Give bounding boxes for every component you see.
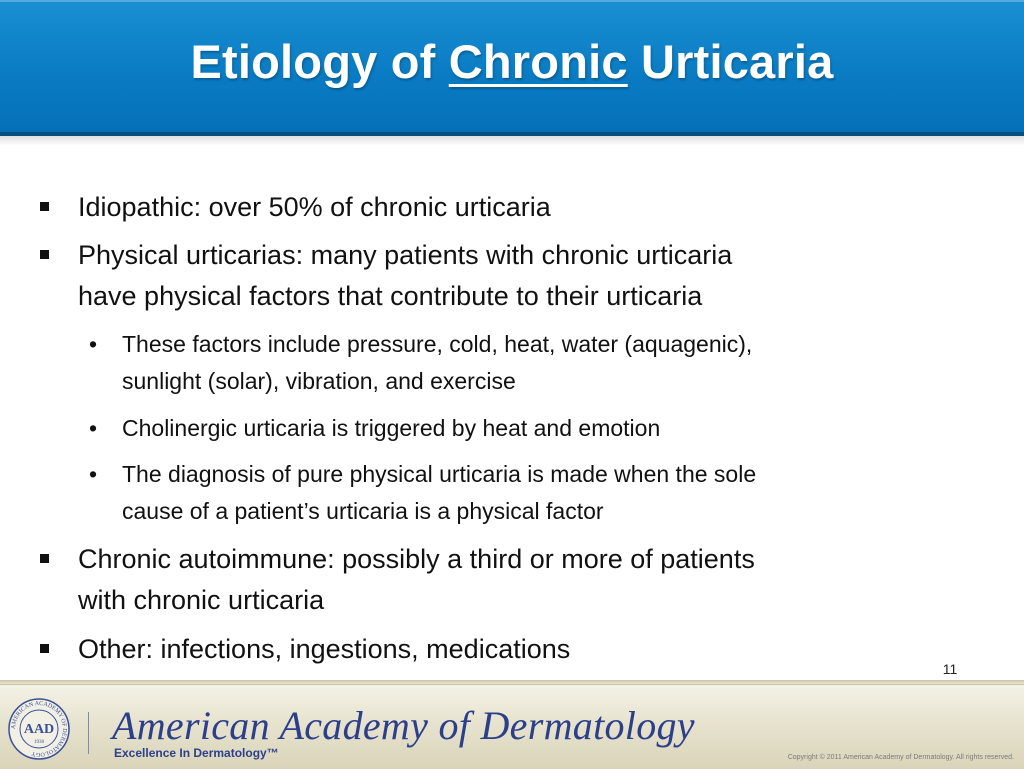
dot-bullet-icon: • [89,331,98,357]
seal-ring-text: AMERICAN ACADEMY OF DERMATOLOGY [10,700,68,758]
bullet-text: have physical factors that contribute to their urticaria [78,281,703,311]
sub-bullet-text: sunlight (solar), vibration, and exercise [122,368,516,394]
title-text-start: Etiology of [190,35,449,88]
bullet-item [78,539,978,621]
title-bar [0,0,1024,136]
bullet-text: Idiopathic: over 50% of chronic urticaria [78,192,551,222]
aad-seal-logo [8,698,70,760]
seal-text: AAD [23,722,55,737]
bullet-text: Other: infections, ingestions, medications [78,634,571,664]
bullet-text: Physical urticarias: many patients with chronic urticaria [78,240,733,270]
square-bullet-icon [40,202,49,211]
organization-tagline: Excellence In Dermatology™ [114,746,279,760]
square-bullet-icon [40,554,49,563]
square-bullet-icon [40,250,49,259]
title-text-underlined: Chronic [448,35,628,88]
sub-bullet-text: Cholinergic urticaria is triggered by heat and emotion [122,415,661,441]
bullet-text: with chronic urticaria [78,585,325,615]
bullet-item [78,187,978,228]
sub-bullet-item [89,326,1002,400]
title-bar-shadow [0,136,1024,146]
dot-bullet-icon: • [89,415,98,441]
sub-bullet-text: The diagnosis of pure physical urticaria is made when the sole [122,461,757,487]
copyright-notice: Copyright © 2011 American Academy of Dermatology. All rights reserved. [787,754,1014,761]
footer-divider [88,712,89,754]
slide-title [0,34,1024,89]
seal-year: 1938 [34,740,44,745]
title-text-end: Urticaria [627,35,834,88]
bullet-item [78,235,978,317]
sub-bullet-item [89,456,1002,530]
bullet-text: Chronic autoimmune: possibly a third or more of patients [78,544,755,574]
sub-bullet-text: cause of a patient’s urticaria is a physical factor [122,498,604,524]
dot-bullet-icon: • [89,461,98,487]
sub-bullet-text: These factors include pressure, cold, heat, water (aquagenic), [122,331,753,357]
square-bullet-icon [40,644,49,653]
organization-name: American Academy of Dermatology [112,703,695,748]
page-number: 11 [942,661,958,677]
sub-bullet-item [89,410,1002,447]
bullet-item [78,629,978,670]
